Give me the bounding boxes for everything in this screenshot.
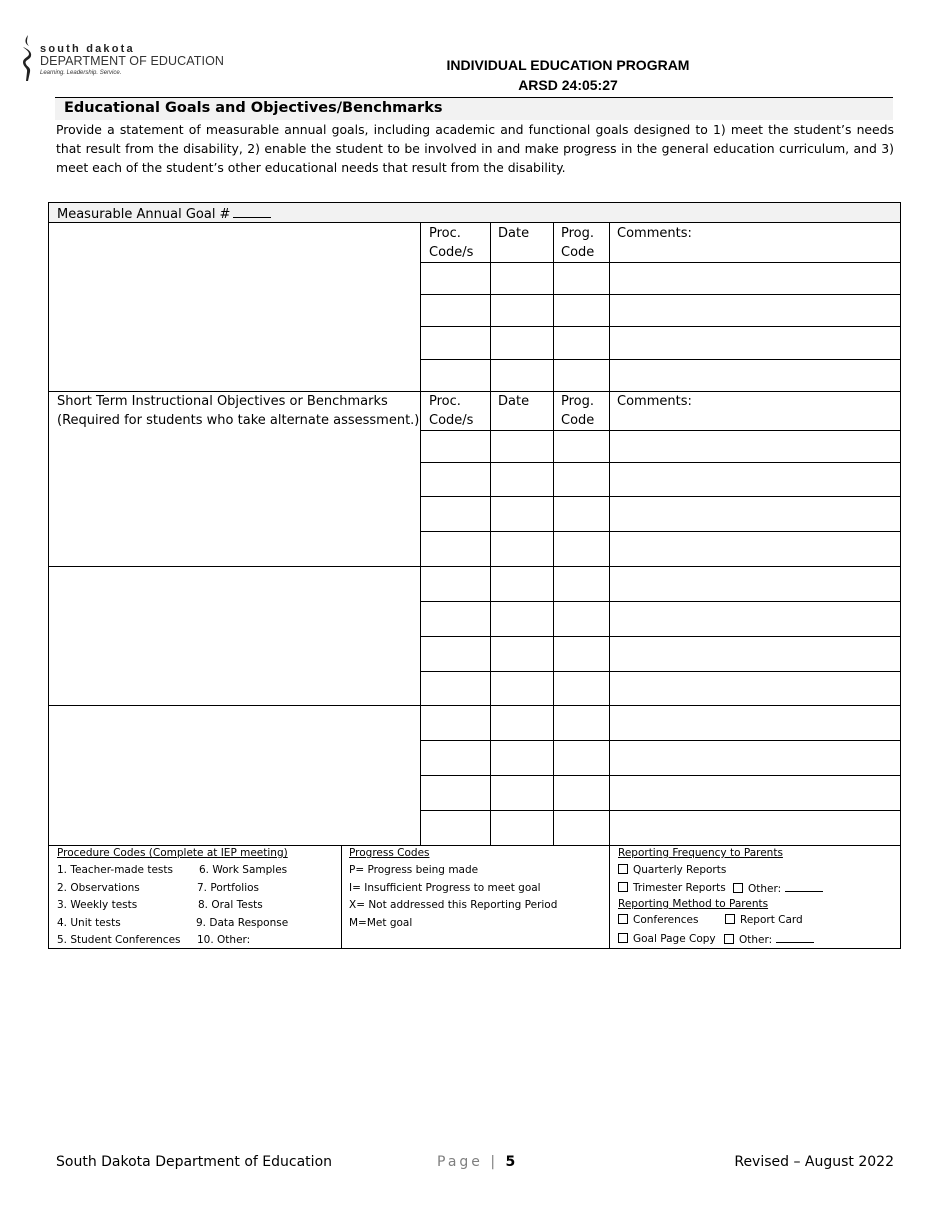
document-title: INDIVIDUAL EDUCATION PROGRAM <box>446 57 690 73</box>
progress-code: I= Insufficient Progress to meet goal <box>349 882 541 894</box>
col-header-comments: Comments: <box>617 226 692 241</box>
goal-page-copy-checkbox[interactable]: Goal Page Copy <box>618 932 716 946</box>
procedure-code: 10. Other: <box>197 934 251 946</box>
row-line <box>420 326 901 327</box>
footer-revised: Revised – August 2022 <box>734 1154 894 1170</box>
procedure-code: 8. Oral Tests <box>198 899 263 911</box>
progress-code: M=Met goal <box>349 917 413 929</box>
document-subtitle: ARSD 24:05:27 <box>518 77 618 93</box>
checkbox-icon <box>725 914 735 924</box>
goal-form-table <box>48 202 901 949</box>
goal-header-row <box>48 202 901 223</box>
page-indicator: Page | 5 <box>437 1154 516 1170</box>
procedure-codes-title: Procedure Codes (Complete at IEP meeting) <box>57 847 288 859</box>
progress-code: X= Not addressed this Reporting Period <box>349 899 558 911</box>
section-title: Educational Goals and Objectives/Benchmarks <box>64 100 443 116</box>
footer-organization: South Dakota Department of Education <box>56 1154 333 1170</box>
row-line <box>420 740 901 741</box>
objectives-label: Short Term Instructional Objectives or Benchmarks (Required for students who take alternate assessment.) <box>57 394 420 428</box>
legend-divider <box>609 845 610 949</box>
procedure-code: 3. Weekly tests <box>57 899 138 911</box>
section-intro: Provide a statement of measurable annual goals, including academic and functional goals designed to 1) meet the student’s needs that result from the disability, 2) enable the student to be involved in and make progress in the general education curriculum, and 3) meet each of the student’s other educational needs that result from the disability. <box>56 122 894 175</box>
block-line <box>48 566 901 567</box>
checkbox-icon <box>618 933 628 943</box>
sd-doe-logo <box>20 34 235 82</box>
procedure-code: 7. Portfolios <box>197 882 260 894</box>
procedure-code: 5. Student Conferences <box>57 934 181 946</box>
report-card-checkbox[interactable]: Report Card <box>725 913 803 927</box>
row-line <box>420 531 901 532</box>
procedure-code: 1. Teacher-made tests <box>57 864 173 876</box>
row-line <box>420 262 901 263</box>
row-line <box>420 462 901 463</box>
section-heading <box>55 97 893 120</box>
frequency-other-checkbox[interactable]: Other: <box>733 881 823 896</box>
col-header-comments-2: Comments: <box>617 394 692 409</box>
row-line <box>420 810 901 811</box>
row-line <box>420 636 901 637</box>
procedure-code: 6. Work Samples <box>199 864 288 876</box>
checkbox-icon <box>618 914 628 924</box>
column-line <box>553 223 554 845</box>
goal-label: Measurable Annual Goal # <box>57 205 271 222</box>
column-line <box>420 223 421 845</box>
col-header-date-2: Date <box>498 394 530 409</box>
col-header-proc: Proc. Code/s <box>429 226 474 260</box>
procedure-code: 9. Data Response <box>196 917 289 929</box>
column-line <box>490 223 491 845</box>
logo-line-2: DEPARTMENT OF EDUCATION <box>40 54 225 68</box>
legend-divider <box>341 845 342 949</box>
col-header-prog: Prog. Code <box>561 226 595 260</box>
block-line <box>48 705 901 706</box>
frequency-other-field[interactable] <box>785 881 823 892</box>
procedure-code: 2. Observations <box>57 882 140 894</box>
row-line <box>420 601 901 602</box>
col-header-prog-2: Prog. Code <box>561 394 595 428</box>
row-line <box>420 496 901 497</box>
row-line <box>420 359 901 360</box>
progress-code: P= Progress being made <box>349 864 479 876</box>
checkbox-icon <box>724 934 734 944</box>
goal-number-field[interactable] <box>233 205 271 218</box>
method-other-checkbox[interactable]: Other: <box>724 932 814 947</box>
trimester-reports-checkbox[interactable]: Trimester Reports <box>618 881 726 895</box>
row-line <box>420 430 901 431</box>
reporting-method-title: Reporting Method to Parents <box>618 898 769 910</box>
quarterly-reports-checkbox[interactable]: Quarterly Reports <box>618 863 726 877</box>
procedure-code: 4. Unit tests <box>57 917 121 929</box>
col-header-proc-2: Proc. Code/s <box>429 394 474 428</box>
page-number: 5 <box>505 1154 516 1170</box>
logo-tagline: Learning. Leadership. Service. <box>40 70 122 76</box>
logo-line-1: south dakota <box>40 43 135 55</box>
checkbox-icon <box>733 883 743 893</box>
checkbox-icon <box>618 882 628 892</box>
row-line <box>420 775 901 776</box>
conferences-checkbox[interactable]: Conferences <box>618 913 698 927</box>
torch-icon <box>20 34 38 82</box>
row-line <box>420 294 901 295</box>
row-line <box>420 671 901 672</box>
method-other-field[interactable] <box>776 932 814 943</box>
column-line <box>609 223 610 845</box>
progress-codes-title: Progress Codes <box>349 847 430 859</box>
col-header-date: Date <box>498 226 530 241</box>
reporting-frequency-title: Reporting Frequency to Parents <box>618 847 783 859</box>
checkbox-icon <box>618 864 628 874</box>
